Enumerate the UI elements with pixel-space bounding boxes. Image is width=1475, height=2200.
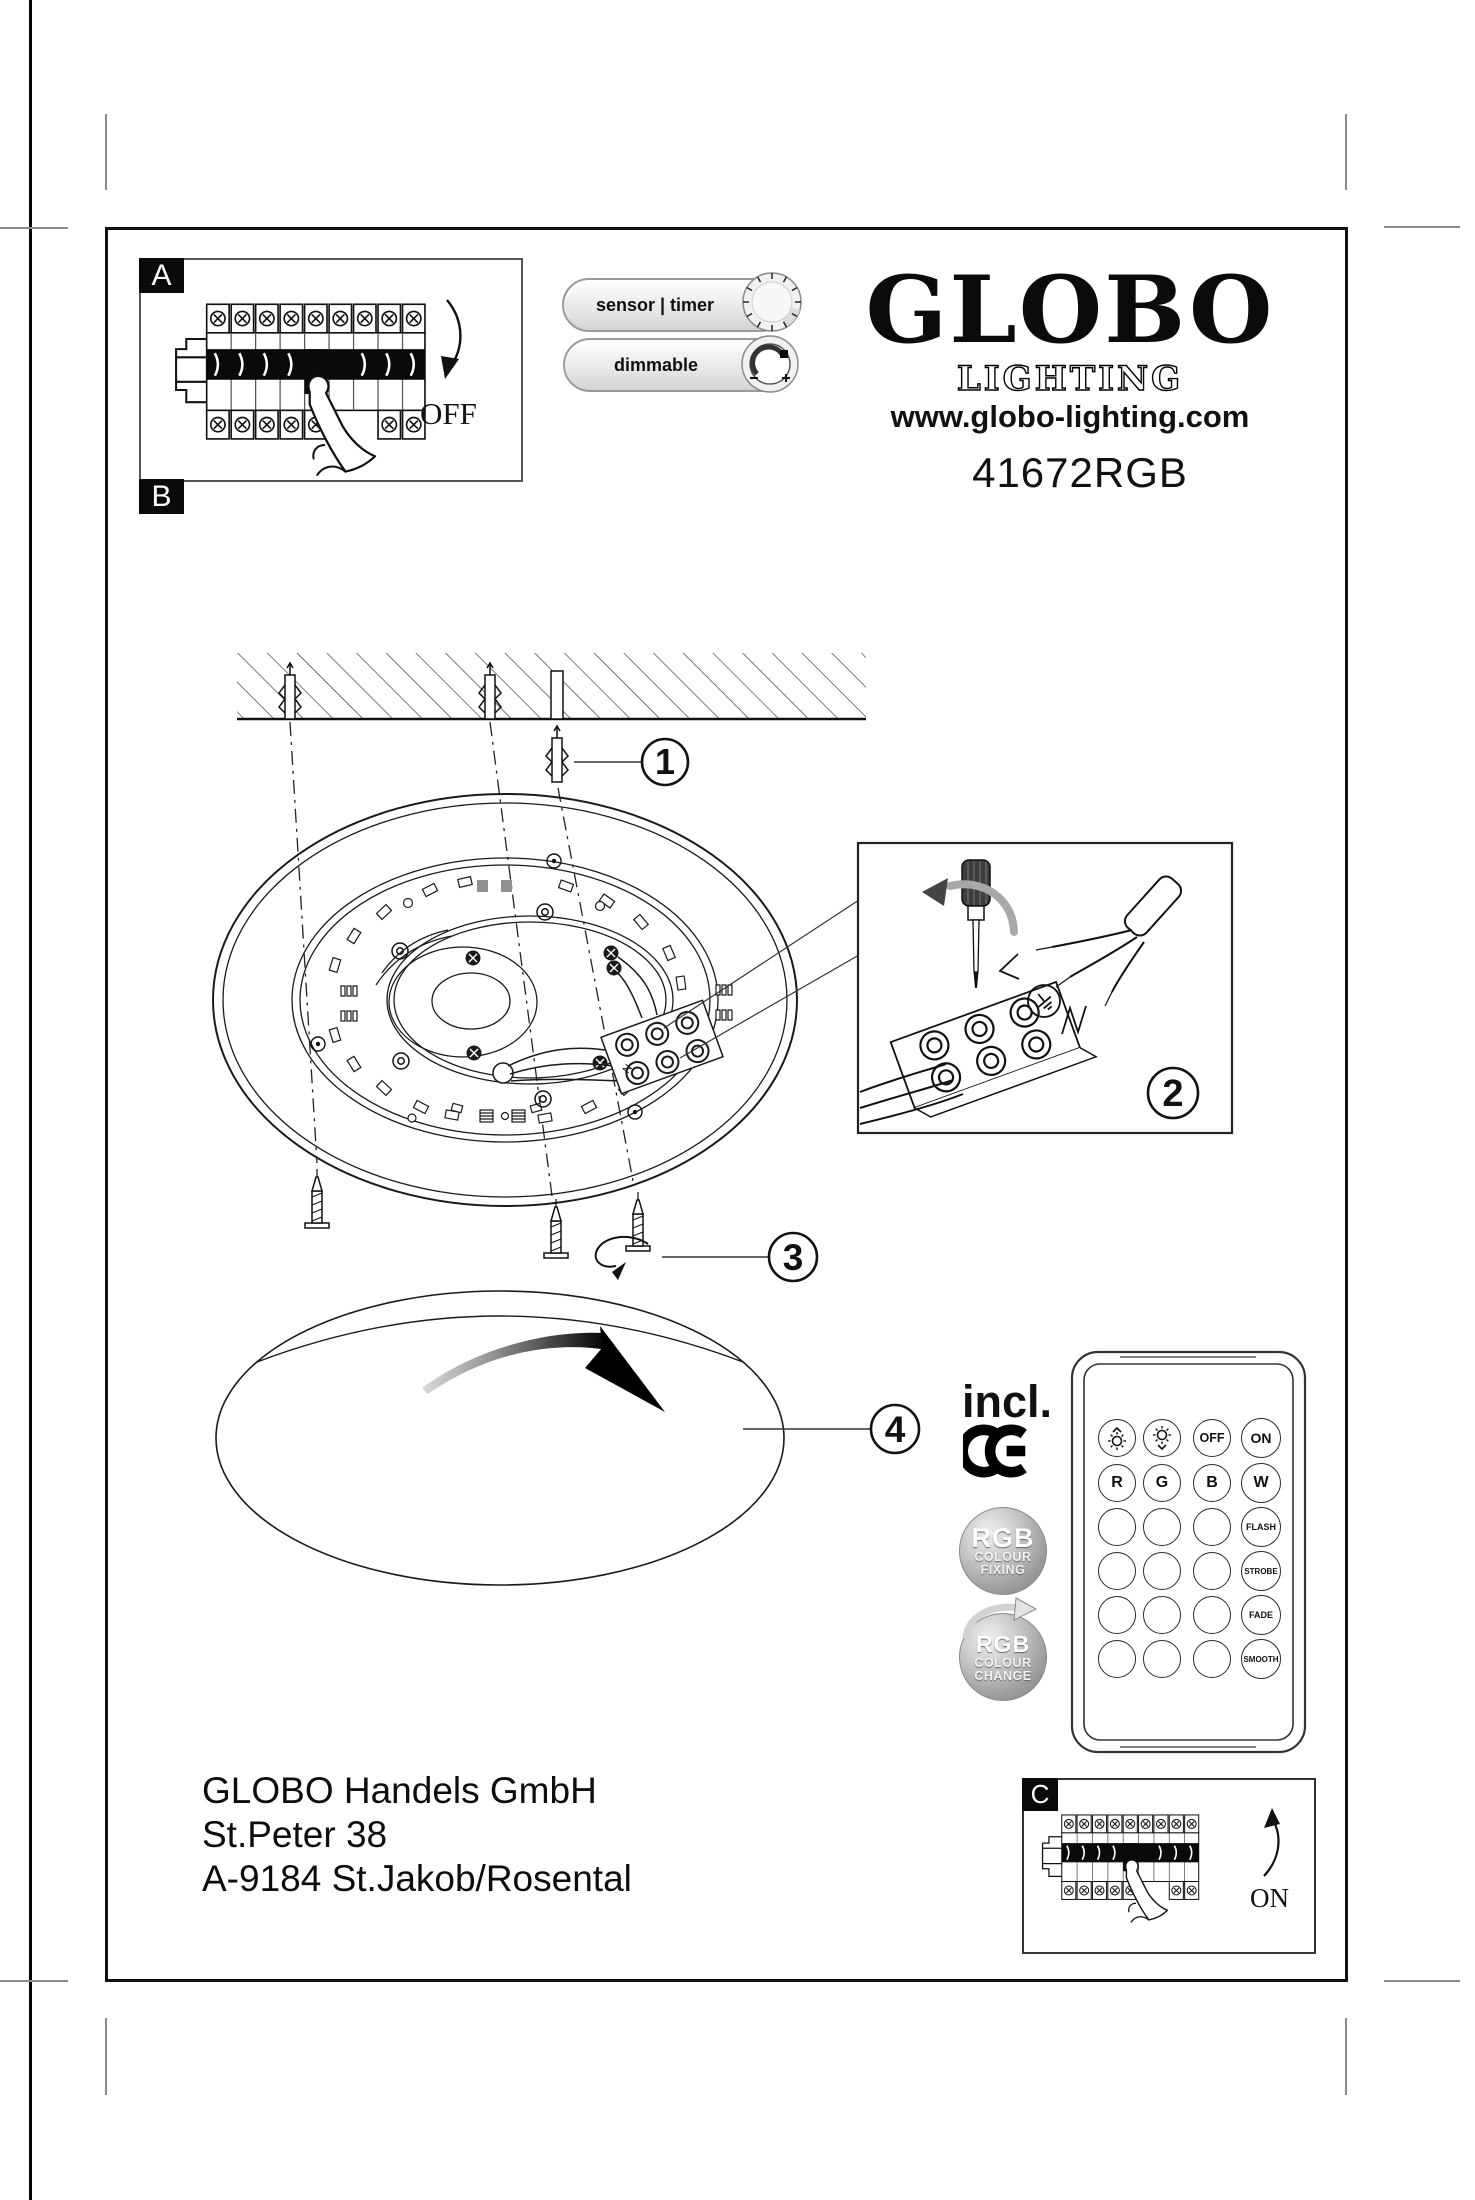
manufacturer-address [202, 1769, 632, 1901]
turn-on-arrow [1264, 1808, 1280, 1876]
remote-button-blank[interactable] [1098, 1508, 1136, 1546]
step-2-number: 2 [1162, 1073, 1184, 1115]
address-line: A-9184 St.Jakob/Rosental [202, 1858, 632, 1899]
on-state-label: ON [1250, 1883, 1289, 1913]
panel-b-tag: B [139, 479, 184, 514]
badge-line: COLOUR [974, 1550, 1032, 1564]
remote-blue-button[interactable]: B [1193, 1464, 1231, 1502]
remote-button-blank[interactable] [1193, 1552, 1231, 1590]
callout-1 [574, 739, 688, 785]
diffuser-dome [216, 1291, 784, 1585]
remote-fade-button[interactable]: FADE [1241, 1595, 1281, 1635]
dimmer-knob-icon [742, 336, 798, 392]
terminal-block [601, 1000, 723, 1093]
remote-button-blank[interactable] [1143, 1508, 1181, 1546]
colour-change-arrow-icon [956, 1596, 1052, 1642]
brand-logo: GLOBO [865, 255, 1275, 364]
step-4-number: 4 [884, 1409, 906, 1450]
off-state-label: OFF [420, 396, 477, 431]
brand-website: www.globo-lighting.com [890, 399, 1250, 434]
badge-line: CHANGE [974, 1669, 1032, 1683]
wiring-detail-box [858, 843, 1232, 1133]
remote-button-blank[interactable] [1143, 1552, 1181, 1590]
turn-off-arrow [441, 300, 460, 379]
remote-button-blank[interactable] [1143, 1596, 1181, 1634]
remote-brightness-up-button[interactable] [1098, 1419, 1136, 1457]
sun-up-icon [1104, 1425, 1130, 1451]
remote-green-button[interactable]: G [1143, 1464, 1181, 1502]
remote-brightness-down-button[interactable] [1143, 1419, 1181, 1457]
included-label: incl. [962, 1376, 1053, 1427]
rgb-colour-fixing-badge [959, 1507, 1047, 1595]
remote-control-outline [1072, 1352, 1305, 1752]
callout-2 [1148, 1068, 1198, 1118]
remote-button-blank[interactable] [1098, 1552, 1136, 1590]
product-model: 41672RGB [972, 449, 1188, 496]
badge-line: RGB [971, 1523, 1035, 1553]
remote-button-blank[interactable] [1143, 1640, 1181, 1678]
remote-button-blank[interactable] [1193, 1596, 1231, 1634]
address-line: GLOBO Handels GmbH [202, 1770, 597, 1811]
callout-3 [662, 1233, 817, 1281]
remote-smooth-button[interactable]: SMOOTH [1241, 1639, 1281, 1679]
ceiling [237, 653, 866, 782]
dimmable-label: dimmable [613, 354, 699, 375]
sun-down-icon [1149, 1425, 1175, 1451]
remote-flash-button[interactable]: FLASH [1241, 1507, 1281, 1547]
address-line: St.Peter 38 [202, 1814, 388, 1855]
remote-button-blank[interactable] [1098, 1640, 1136, 1678]
remote-button-blank[interactable] [1193, 1508, 1231, 1546]
sensor-timer-label: sensor | timer [595, 294, 715, 315]
neutral-mark: N [620, 1062, 636, 1076]
badge-line: FIXING [980, 1563, 1026, 1577]
badge-line: COLOUR [974, 1656, 1032, 1670]
timer-dial-icon [743, 273, 801, 331]
step-1-number: 1 [654, 741, 676, 782]
brand-tagline: LIGHTING [956, 359, 1184, 399]
remote-button-blank[interactable] [1098, 1596, 1136, 1634]
step-3-number: 3 [782, 1237, 804, 1278]
remote-strobe-button[interactable]: STROBE [1241, 1551, 1281, 1591]
remote-white-button[interactable]: W [1241, 1463, 1281, 1503]
remote-on-button[interactable]: ON [1241, 1418, 1281, 1458]
remote-red-button[interactable]: R [1098, 1464, 1136, 1502]
ce-mark [963, 1421, 1039, 1481]
badge-line: RGB [975, 1631, 1031, 1657]
remote-off-button[interactable]: OFF [1193, 1419, 1231, 1457]
panel-a-tag: A [139, 258, 184, 293]
remote-button-blank[interactable] [1193, 1640, 1231, 1678]
panel-c-tag: C [1022, 1778, 1058, 1811]
mounting-plate [213, 794, 859, 1206]
